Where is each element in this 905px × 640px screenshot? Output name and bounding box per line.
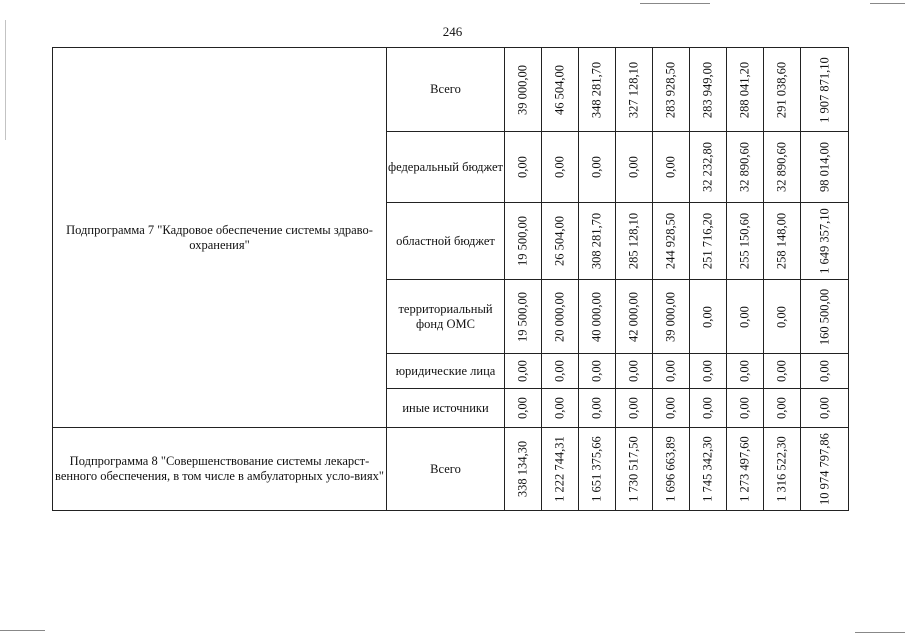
year-value-cell: [690, 389, 727, 428]
year-value: 1 651 375,66: [589, 436, 604, 502]
year-value-cell: [542, 203, 579, 280]
year-value-cell: [616, 203, 653, 280]
year-value-cell: [653, 428, 690, 511]
year-value: 0,00: [626, 360, 641, 382]
year-value-cell: [690, 354, 727, 389]
year-value-cell: [579, 354, 616, 389]
page-number: 246: [442, 24, 463, 39]
year-value: 0,00: [589, 397, 604, 419]
year-value-cell: [505, 280, 542, 354]
year-value-cell: [505, 354, 542, 389]
year-value-cell: [616, 48, 653, 132]
year-value-cell: [505, 132, 542, 203]
year-value: 327 128,10: [626, 61, 641, 118]
year-value-cell: [616, 428, 653, 511]
total-value-cell: [801, 428, 849, 511]
total-value: 0,00: [817, 397, 831, 419]
year-value: 40 000,00: [589, 291, 604, 342]
year-value-cell: [616, 389, 653, 428]
year-value: 0,00: [737, 305, 752, 328]
scan-artifact-bottom: [0, 630, 45, 631]
year-value: 32 890,60: [737, 142, 752, 192]
year-value-cell: [690, 428, 727, 511]
year-value-cell: [653, 280, 690, 354]
year-value: 0,00: [700, 360, 715, 382]
year-value-cell: [505, 48, 542, 132]
total-value: 10 974 797,86: [817, 433, 831, 505]
year-value-cell: [690, 132, 727, 203]
year-value: 348 281,70: [589, 61, 604, 118]
year-value: 0,00: [589, 360, 604, 382]
year-value-cell: [542, 132, 579, 203]
year-value: 258 148,00: [774, 212, 789, 270]
year-value-cell: [653, 203, 690, 280]
year-value-cell: [616, 280, 653, 354]
year-value: 283 949,00: [700, 61, 715, 118]
year-value-cell: [579, 428, 616, 511]
year-value-cell: [764, 48, 801, 132]
year-value: 0,00: [737, 397, 752, 419]
year-value: 0,00: [663, 156, 678, 178]
year-value: 0,00: [737, 360, 752, 382]
total-value: 98 014,00: [817, 142, 831, 192]
total-value-cell: [801, 389, 849, 428]
year-value: 0,00: [700, 397, 715, 419]
program-name: Подпрограмма 8 "Совершенствование системы лекарст-венного обеспечения, в том числе в амбулаторных усло-виях": [53, 428, 387, 511]
total-value-cell: [801, 354, 849, 389]
year-value: 1 273 497,60: [737, 436, 752, 502]
funding-source: юридические лица: [387, 354, 505, 389]
year-value-cell: [505, 203, 542, 280]
year-value-cell: [690, 280, 727, 354]
year-value-cell: [764, 203, 801, 280]
funding-source: Всего: [387, 428, 505, 511]
year-value: 283 928,50: [663, 61, 678, 118]
year-value-cell: [690, 203, 727, 280]
year-value: 0,00: [515, 360, 530, 382]
year-value: 42 000,00: [626, 291, 641, 342]
year-value: 32 232,80: [700, 142, 715, 192]
funding-source: иные источники: [387, 389, 505, 428]
budget-table: [52, 47, 849, 511]
scan-artifact-top-right: [870, 3, 905, 4]
year-value: 19 500,00: [515, 216, 530, 266]
year-value-cell: [764, 354, 801, 389]
year-value-cell: [653, 354, 690, 389]
total-value: 1 649 357,10: [817, 208, 831, 274]
year-value-cell: [542, 428, 579, 511]
year-value-cell: [727, 354, 764, 389]
funding-source: Всего: [387, 48, 505, 132]
year-value: 0,00: [774, 360, 789, 382]
year-value: 291 038,60: [774, 61, 789, 118]
table-row: [53, 428, 849, 511]
year-value-cell: [616, 132, 653, 203]
year-value-cell: [764, 280, 801, 354]
year-value-cell: [542, 280, 579, 354]
program-name: Подпрограмма 7 "Кадровое обеспечение системы здраво-охранения": [53, 48, 387, 428]
scan-artifact-left: [5, 20, 6, 140]
total-value-cell: [801, 203, 849, 280]
year-value: 20 000,00: [552, 291, 567, 342]
scan-artifact-bottom-right: [855, 632, 905, 633]
year-value: 1 696 663,89: [663, 436, 678, 502]
total-value-cell: [801, 280, 849, 354]
year-value-cell: [764, 389, 801, 428]
year-value: 46 504,00: [552, 64, 567, 115]
table-row: [53, 48, 849, 132]
year-value-cell: [542, 354, 579, 389]
year-value: 0,00: [663, 397, 678, 419]
total-value: 0,00: [817, 360, 831, 382]
year-value-cell: [727, 428, 764, 511]
year-value-cell: [727, 203, 764, 280]
year-value-cell: [579, 280, 616, 354]
year-value: 285 128,10: [626, 212, 641, 270]
year-value: 1 316 522,30: [774, 436, 789, 502]
year-value-cell: [579, 132, 616, 203]
funding-source: федеральный бюджет: [387, 132, 505, 203]
year-value: 0,00: [552, 397, 567, 419]
year-value: 0,00: [700, 305, 715, 328]
year-value: 0,00: [774, 397, 789, 419]
year-value: 1 730 517,50: [626, 436, 641, 502]
funding-source: областной бюджет: [387, 203, 505, 280]
year-value-cell: [579, 203, 616, 280]
year-value: 0,00: [663, 360, 678, 382]
year-value-cell: [505, 389, 542, 428]
total-value-cell: [801, 48, 849, 132]
year-value-cell: [727, 132, 764, 203]
year-value: 0,00: [589, 156, 604, 178]
year-value-cell: [727, 280, 764, 354]
year-value: 1 222 744,31: [552, 436, 567, 502]
year-value-cell: [542, 48, 579, 132]
year-value: 0,00: [774, 305, 789, 328]
total-value-cell: [801, 132, 849, 203]
year-value: 0,00: [626, 156, 641, 178]
year-value: 0,00: [552, 156, 567, 178]
year-value: 244 928,50: [663, 212, 678, 270]
year-value-cell: [653, 48, 690, 132]
year-value: 0,00: [515, 156, 530, 178]
scan-artifact-top: [640, 3, 710, 4]
year-value-cell: [579, 389, 616, 428]
year-value: 0,00: [552, 360, 567, 382]
year-value: 0,00: [626, 397, 641, 419]
year-value: 308 281,70: [589, 212, 604, 270]
year-value-cell: [653, 389, 690, 428]
year-value: 251 716,20: [700, 212, 715, 270]
year-value-cell: [579, 48, 616, 132]
year-value-cell: [690, 48, 727, 132]
year-value: 338 134,30: [515, 440, 530, 498]
total-value: 1 907 871,10: [817, 56, 831, 123]
year-value-cell: [542, 389, 579, 428]
year-value-cell: [764, 132, 801, 203]
year-value-cell: [505, 428, 542, 511]
year-value-cell: [616, 354, 653, 389]
year-value: 32 890,60: [774, 142, 789, 192]
year-value-cell: [727, 389, 764, 428]
total-value: 160 500,00: [817, 288, 831, 345]
year-value: 39 000,00: [663, 291, 678, 342]
year-value: 1 745 342,30: [700, 436, 715, 502]
funding-source: территориальный фонд ОМС: [387, 280, 505, 354]
year-value-cell: [764, 428, 801, 511]
year-value-cell: [727, 48, 764, 132]
year-value: 26 504,00: [552, 216, 567, 266]
year-value: 288 041,20: [737, 61, 752, 118]
year-value: 19 500,00: [515, 291, 530, 342]
year-value-cell: [653, 132, 690, 203]
year-value: 255 150,60: [737, 212, 752, 270]
year-value: 0,00: [515, 397, 530, 419]
year-value: 39 000,00: [515, 64, 530, 115]
